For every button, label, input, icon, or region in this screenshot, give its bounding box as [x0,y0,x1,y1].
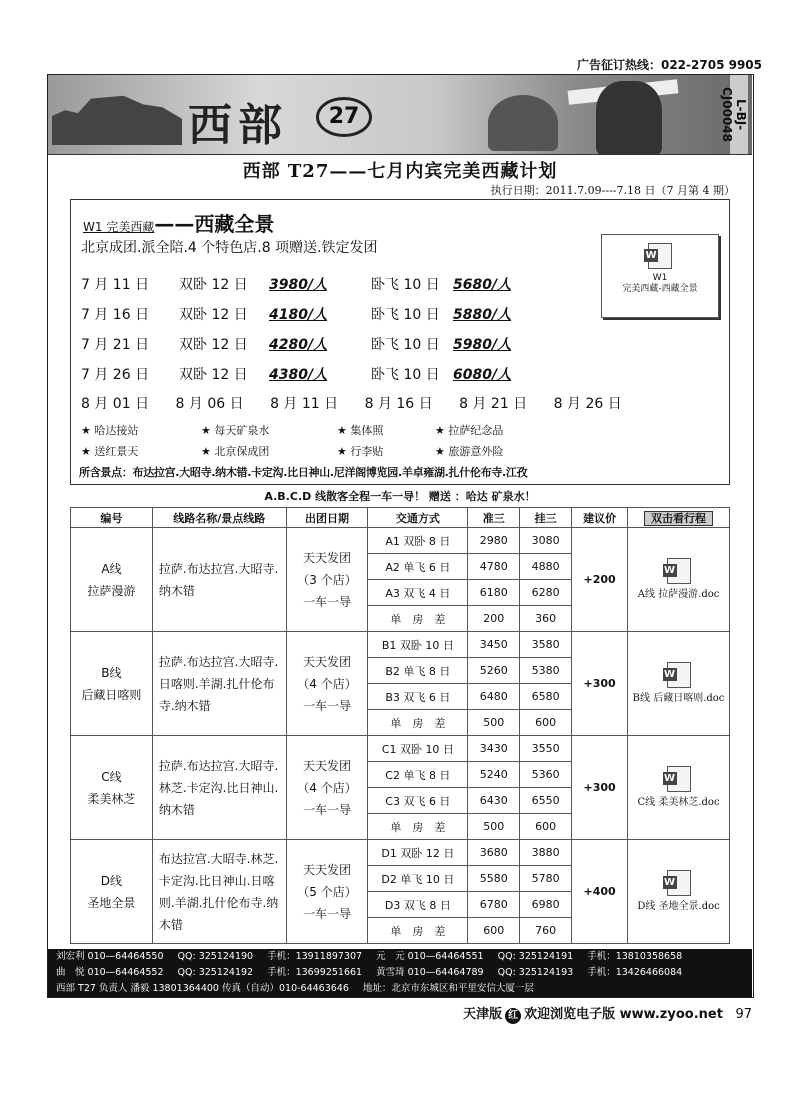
price-upgrade-cell: 360 [520,606,572,632]
route-name: 后藏日喀则 [81,687,142,702]
aug-date: 8 月 21 日 [459,396,528,412]
table-header-row [71,508,730,528]
price-upgrade-cell: 6280 [520,580,572,606]
transport-cell: D1 双卧 12 日 [368,840,468,866]
aug-date: 8 月 26 日 [553,396,622,412]
itinerary-doc[interactable] [628,840,730,944]
contact-line [56,965,752,981]
service-item: ★ 行李贴 [337,445,384,458]
aug-date: 8 月 16 日 [364,396,433,412]
trip-type: 双卧 12 日 [179,307,248,323]
price-standard-cell: 500 [468,710,520,736]
contact-field: 手机：13810358658 [587,951,683,962]
route-id: A线 [101,561,122,576]
header-cell [628,508,730,528]
contact-field: 地址：北京市东城区和平里安信大厦一层 [362,983,534,994]
departure-line: 一车一导 [303,594,352,609]
suggested-price: +300 [572,736,628,840]
price: 4380/人 [269,367,328,383]
price-standard-cell: 600 [468,918,520,944]
route-id-cell [71,736,153,840]
transport-cell: C2 单飞 8 日 [368,762,468,788]
price-standard-cell: 500 [468,814,520,840]
price: 4180/人 [269,307,328,323]
table-row [71,840,730,866]
route-id-cell [71,528,153,632]
transport-cell: 单 房 差 [368,710,468,736]
trip-type: 双卧 12 日 [179,367,248,383]
table-row [71,736,730,762]
price-standard-cell: 3450 [468,632,520,658]
doc-caption: 完美西藏-西藏全景 [622,284,698,294]
itinerary-doc[interactable] [628,528,730,632]
price-standard-cell: 200 [468,606,520,632]
w1-itinerary-doc[interactable] [601,234,719,318]
departure-cell [286,840,368,944]
table-row [71,632,730,658]
departure-line: 一车一导 [303,802,352,817]
header-cell: 建议价 [572,508,628,528]
route-name: 圣地全景 [87,895,136,910]
contact-field: 西部 T27 负责人 潘毅 13801364400 传真（自动）010-64463646 [56,983,349,994]
transport-cell: A1 双卧 8 日 [368,528,468,554]
service-item: ★ 拉萨纪念品 [435,424,504,437]
trip-type: 卧飞 10 日 [371,307,440,323]
contact-field: 曲 悦 010—64464552 [56,967,164,978]
contact-field: 手机：13699251661 [267,967,363,978]
license-code: L-BJ-CJ00048 [730,75,748,155]
transport-cell: C1 双卧 10 日 [368,736,468,762]
word-doc-icon [648,243,672,269]
trip-type: 卧飞 10 日 [371,367,440,383]
transport-cell: C3 双飞 6 日 [368,788,468,814]
transport-cell: D3 双飞 8 日 [368,892,468,918]
service-item: ★ 哈达接站 [81,424,139,437]
transport-cell: 单 房 差 [368,918,468,944]
w1-package-box [70,199,730,485]
trip-type: 双卧 12 日 [179,277,248,293]
trip-type: 卧飞 10 日 [371,277,440,293]
service-item: ★ 旅游意外险 [435,445,504,458]
page-title: 西部 T27——七月内宾完美西藏计划 [242,161,558,182]
departure-line: 一车一导 [303,698,352,713]
transport-cell: B3 双飞 6 日 [368,684,468,710]
palace-image [52,87,182,145]
word-doc-icon [667,870,691,896]
price-standard-cell: 3680 [468,840,520,866]
doc-filename: C线 柔美林芝.doc [637,797,720,808]
group-notice: A.B.C.D 线散客全程一车一导！ 赠送 ：哈达 矿泉水！ [264,490,536,503]
contact-field: QQ: 325124192 [177,967,254,978]
price-upgrade-cell: 6550 [520,788,572,814]
price-upgrade-cell: 600 [520,710,572,736]
view-itinerary-label: 双击看行程 [644,511,713,526]
suggested-price: +300 [572,632,628,736]
transport-cell: 单 房 差 [368,814,468,840]
price-standard-cell: 6480 [468,684,520,710]
aug-date: 8 月 06 日 [175,396,244,412]
trip-type: 卧飞 10 日 [371,337,440,353]
doc-filename: D线 圣地全景.doc [637,901,720,912]
header-cell: 交通方式 [368,508,468,528]
word-doc-icon [667,662,691,688]
price-standard-cell: 5580 [468,866,520,892]
departure-line: 天天发团 [303,550,352,565]
route-name: 柔美林芝 [87,791,136,806]
transport-cell: D2 单飞 10 日 [368,866,468,892]
banner-logo: 西部 [188,100,288,151]
route-id: B线 [101,665,122,680]
price-standard-cell: 6180 [468,580,520,606]
banner [48,75,752,155]
price: 3980/人 [269,277,328,293]
package-tagline: 北京成团.派全陪.4 个特色店.8 项赠送.铁定发团 [81,240,378,256]
footer-slogan: 欢迎浏览电子版 www.zyoo.net [524,1007,723,1022]
ad-hotline: 广告征订热线：022-2705 9905 [576,58,762,72]
price-upgrade-cell: 6580 [520,684,572,710]
departure-line: （4 个店） [297,676,357,691]
transport-cell: B2 单飞 8 日 [368,658,468,684]
date-label: 7 月 21 日 [81,337,150,353]
price-upgrade-cell: 5380 [520,658,572,684]
contact-strip [48,949,752,997]
aug-date: 8 月 11 日 [270,396,339,412]
price-upgrade-cell: 4880 [520,554,572,580]
route-id: D线 [100,873,123,888]
route-path: 拉萨.布达拉宫.大昭寺.日喀则.羊湖.扎什伦布寺.纳木错 [152,632,286,736]
doc-label: W1 [652,273,668,283]
package-dash: —— [154,212,195,236]
price-upgrade-cell: 6980 [520,892,572,918]
departure-line: （4 个店） [297,780,357,795]
route-id-cell [71,840,153,944]
price-upgrade-cell: 600 [520,814,572,840]
service-item: ★ 集体照 [337,424,384,437]
contact-line [56,981,752,997]
package-heading [83,208,274,237]
transport-cell: A3 双飞 4 日 [368,580,468,606]
price-standard-cell: 2980 [468,528,520,554]
suggested-price: +200 [572,528,628,632]
header-cell: 准三 [468,508,520,528]
date-label: 7 月 16 日 [81,307,150,323]
package-code: W1 完美西藏 [83,220,155,234]
route-path: 布达拉宫.大昭寺.林芝.卡定沟.比日神山.日喀则.羊湖.扎什伦布寺.纳木错 [152,840,286,944]
header-cell: 编号 [71,508,153,528]
wheel-ornament-image [488,95,558,151]
doc-filename: A线 拉萨漫游.doc [637,589,720,600]
page-footer [463,1003,752,1024]
contact-line [56,949,752,965]
price-upgrade-cell: 3580 [520,632,572,658]
service-item: ★ 北京保成团 [201,445,270,458]
route-path: 拉萨.布达拉宫.大昭寺.林芝.卡定沟.比日神山.纳木错 [152,736,286,840]
package-name: 西藏全景 [194,212,275,236]
service-item: ★ 送红景天 [81,445,139,458]
route-path: 拉萨.布达拉宫.大昭寺.纳木错 [152,528,286,632]
price-standard-cell: 5260 [468,658,520,684]
contact-field: QQ: 325124191 [497,951,574,962]
doc-filename: B线 后藏日喀则.doc [632,693,725,704]
page-frame [47,74,754,998]
word-doc-icon [667,766,691,792]
date-label: 7 月 26 日 [81,367,150,383]
price-upgrade-cell: 3550 [520,736,572,762]
price: 5880/人 [453,307,512,323]
exec-date: 执行日期：2011.7.09----7.18 日（7 月第 4 期） [490,184,735,197]
aug-date: 8 月 01 日 [81,396,150,412]
departure-line: 天天发团 [303,654,352,669]
route-name: 拉萨漫游 [87,583,136,598]
price: 4280/人 [269,337,328,353]
header-cell: 挂三 [520,508,572,528]
banner-logo-number: 27 [316,97,372,137]
itinerary-doc[interactable] [628,736,730,840]
price-standard-cell: 6430 [468,788,520,814]
routes-table [70,507,730,944]
date-label: 7 月 11 日 [81,277,150,293]
price-standard-cell: 5240 [468,762,520,788]
service-item: ★ 每天矿泉水 [201,424,270,437]
departure-cell [286,736,368,840]
route-id: C线 [101,769,122,784]
transport-cell: B1 双卧 10 日 [368,632,468,658]
departure-cell [286,528,368,632]
contact-field: 黄雪琦 010—64464789 [376,967,484,978]
departure-line: 一车一导 [303,906,352,921]
departure-cell [286,632,368,736]
word-doc-icon [667,558,691,584]
edition-label: 天津版 [463,1007,503,1022]
price-upgrade-cell: 3880 [520,840,572,866]
departure-line: （5 个店） [297,884,357,899]
page-number: 97 [735,1007,752,1022]
departure-line: 天天发团 [303,758,352,773]
price-standard-cell: 4780 [468,554,520,580]
contact-field: QQ: 325124193 [497,967,574,978]
trip-type: 双卧 12 日 [179,337,248,353]
route-id-cell [71,632,153,736]
price-upgrade-cell: 760 [520,918,572,944]
price-upgrade-cell: 3080 [520,528,572,554]
itinerary-doc[interactable] [628,632,730,736]
price-upgrade-cell: 5360 [520,762,572,788]
contact-field: 手机：13426466084 [587,967,683,978]
price-standard-cell: 3430 [468,736,520,762]
price-upgrade-cell: 5780 [520,866,572,892]
header-cell: 出团日期 [286,508,368,528]
contact-field: 元 元 010—64464551 [376,951,484,962]
contact-field: 刘宏利 010—64464550 [56,951,164,962]
departure-line: 天天发团 [303,862,352,877]
suggested-price: +400 [572,840,628,944]
price: 5680/人 [453,277,512,293]
departure-line: （3 个店） [297,572,357,587]
contact-field: 手机：13911897307 [267,951,363,962]
table-row [71,528,730,554]
transport-cell: 单 房 差 [368,606,468,632]
tibetan-girl-image [596,81,662,155]
contact-field: QQ: 325124190 [177,951,254,962]
price-standard-cell: 6780 [468,892,520,918]
price: 5980/人 [453,337,512,353]
transport-cell: A2 单飞 6 日 [368,554,468,580]
header-cell: 线路名称/景点线路 [152,508,286,528]
hong-badge: 红 [505,1008,521,1024]
august-dates [81,393,644,413]
price: 6080/人 [453,367,512,383]
included-spots: 所含景点：布达拉宫.大昭寺.纳木错.卡定沟.比日神山.尼洋阁博览园.羊卓雍湖.扎什伦布寺.江孜 [79,466,528,479]
